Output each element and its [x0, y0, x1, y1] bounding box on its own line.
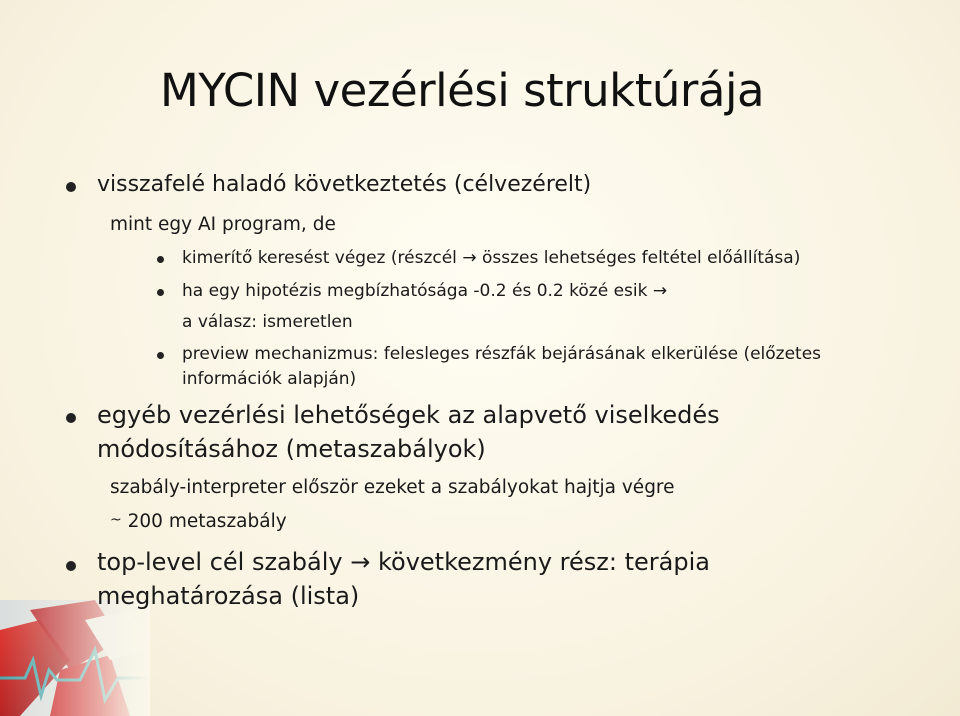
sub-bullet-dot	[157, 352, 164, 359]
bullet-3-text-b: következmény rész: terápia	[377, 548, 710, 576]
tilde-symbol: ~	[110, 512, 122, 528]
decorative-corner-image	[0, 600, 150, 716]
bullet-1-text: visszafelé haladó következtetés (célvezérelt)	[97, 172, 592, 197]
sub-bullet-3-line-1: preview mechanizmus: felesleges részfák bejárásának elkerülése (előzetes	[182, 344, 822, 364]
sub-bullet-dot	[157, 289, 164, 296]
bullet-3-line-1	[97, 548, 710, 576]
slide-title: MYCIN vezérlési struktúrája	[160, 64, 765, 117]
bullet-2-line-1: egyéb vezérlési lehetőségek az alapvető viselkedés	[97, 401, 720, 429]
sub-bullet-1	[182, 248, 800, 268]
bullet-dot	[66, 413, 76, 423]
bullet-2-line-2: módosításához (metaszabályok)	[97, 435, 486, 463]
bullet-3-line-2: meghatározása (lista)	[97, 582, 360, 610]
bullet-dot	[66, 182, 76, 192]
sub-bullet-3-line-2: információk alapján)	[182, 369, 357, 389]
arrow-icon: →	[462, 248, 477, 268]
arrow-icon: →	[350, 548, 371, 576]
sub-bullet-2	[182, 281, 667, 301]
bullet-3-text-a: top-level cél szabály	[97, 548, 343, 576]
sub-bullet-2-continuation: a válasz: ismeretlen	[182, 312, 353, 332]
bullet-2-subline-1: szabály-interpreter először ezeket a szabályokat hajtja végre	[110, 477, 675, 498]
sub-bullet-1-text-b: összes lehetséges feltétel előállítása)	[481, 248, 801, 268]
bullet-1-subline: mint egy AI program, de	[110, 214, 336, 235]
sub-bullet-1-text-a: kimerítő keresést végez (részcél	[182, 248, 457, 268]
sub-bullet-2-text: ha egy hipotézis megbízhatósága -0.2 és 0.2 közé esik	[182, 281, 648, 301]
bullet-2-subline-2	[110, 511, 287, 532]
bullet-2-subline-2-text: 200 metaszabály	[127, 511, 287, 532]
arrow-icon: →	[652, 281, 668, 301]
bullet-dot	[66, 561, 76, 571]
sub-bullet-dot	[157, 256, 164, 263]
